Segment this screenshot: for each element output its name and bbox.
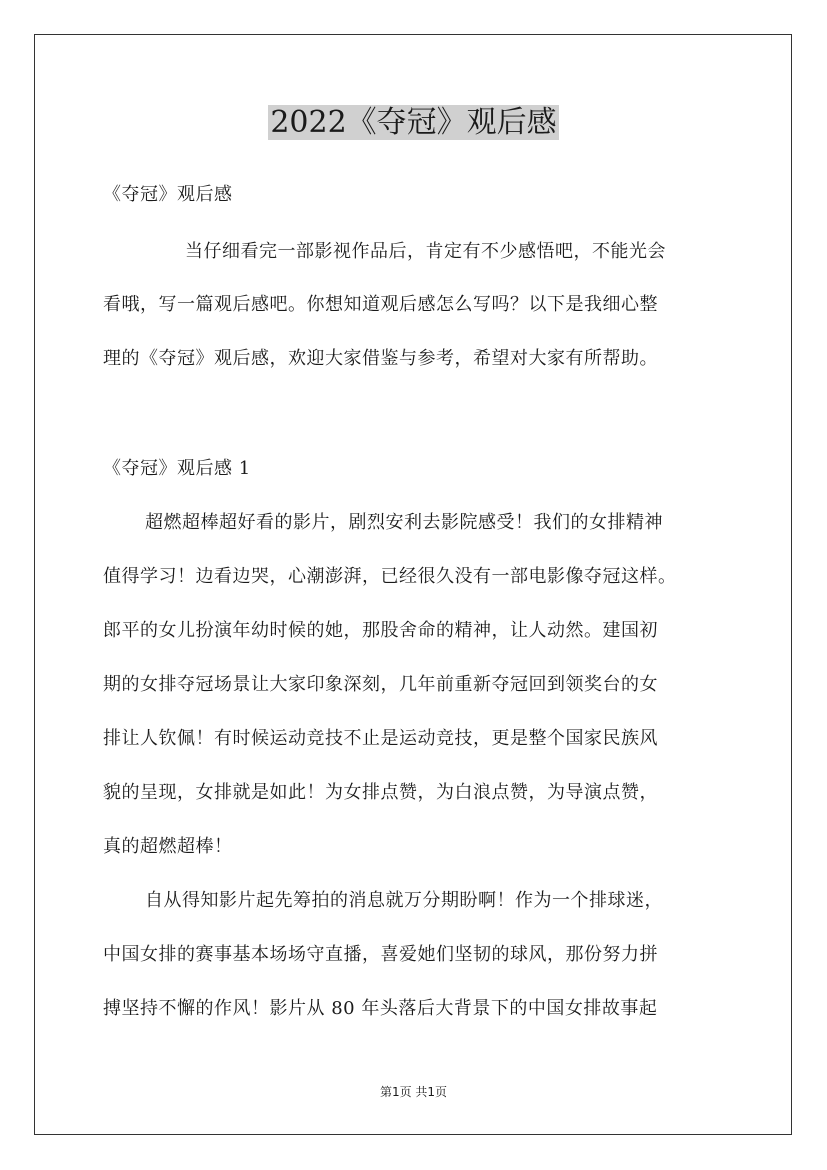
intro-line: 当仔细看完一部影视作品后，肯定有不少感悟吧，不能光会 [185, 241, 666, 262]
paragraph-line: 值得学习！边看边哭，心潮澎湃，已经很久没有一部电影像夺冠这样。 [103, 566, 677, 587]
paragraph-line: 自从得知影片起先筹拍的消息就万分期盼啊！作为一个排球迷， [145, 890, 663, 911]
section-heading: 《夺冠》观后感 [103, 184, 233, 205]
paragraph-line: 真的超燃超棒！ [103, 836, 233, 857]
document-title: 2022《夺冠》观后感 [270, 105, 557, 140]
page-footer: 第1页 共1页 [379, 1085, 448, 1099]
section-heading: 《夺冠》观后感 1 [103, 458, 251, 479]
document-title-block [0, 103, 827, 143]
paragraph-line: 貌的呈现，女排就是如此！为女排点赞，为白浪点赞，为导演点赞， [103, 782, 658, 803]
paragraph-line: 搏坚持不懈的作风！影片从 80 年头落后大背景下的中国女排故事起 [103, 998, 658, 1019]
intro-line: 理的《夺冠》观后感，欢迎大家借鉴与参考，希望对大家有所帮助。 [103, 348, 658, 369]
paragraph-line: 中国女排的赛事基本场场守直播，喜爱她们坚韧的球风，那份努力拼 [103, 944, 658, 965]
paragraph-line: 排让人钦佩！有时候运动竞技不止是运动竞技，更是整个国家民族风 [103, 728, 658, 749]
paragraph-line: 郎平的女儿扮演年幼时候的她，那股舍命的精神，让人动然。建国初 [103, 620, 658, 641]
paragraph-line: 期的女排夺冠场景让大家印象深刻，几年前重新夺冠回到领奖台的女 [103, 674, 658, 695]
intro-line: 看哦，写一篇观后感吧。你想知道观后感怎么写吗？以下是我细心整 [103, 294, 658, 315]
paragraph-line: 超燃超棒超好看的影片，剧烈安利去影院感受！我们的女排精神 [145, 512, 663, 533]
